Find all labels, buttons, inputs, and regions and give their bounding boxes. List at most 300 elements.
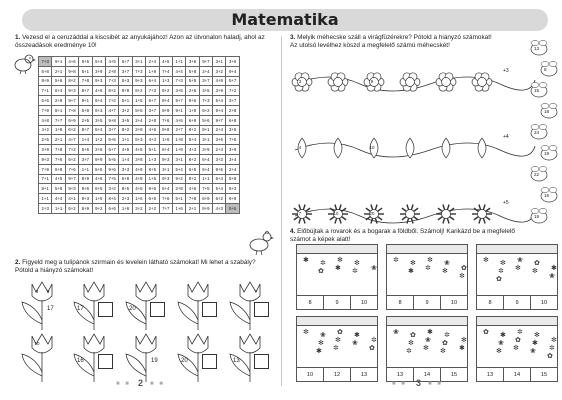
grid-cell[interactable]: 4+9	[213, 76, 226, 86]
grid-cell[interactable]: 6+8	[119, 174, 132, 184]
grid-cell[interactable]: 9+2	[172, 174, 185, 184]
grid-cell[interactable]: 4+8	[39, 115, 52, 125]
grid-cell[interactable]: 4+4	[52, 194, 65, 204]
grid-cell[interactable]: 9+7	[172, 96, 185, 106]
grid-cell[interactable]: 6+2	[65, 203, 78, 213]
grid-cell[interactable]: 6+9	[199, 194, 212, 204]
answer-option[interactable]: 9	[414, 296, 441, 309]
grid-cell[interactable]: 2+8	[105, 66, 118, 76]
grid-cell[interactable]: 2+4	[213, 125, 226, 135]
grid-cell[interactable]: 4+5	[52, 174, 65, 184]
grid-cell[interactable]: 9+8	[65, 66, 78, 76]
grid-cell[interactable]: 6+4	[52, 86, 65, 96]
grid-cell[interactable]: 3+1	[172, 154, 185, 164]
grid-cell[interactable]: 4+3	[213, 203, 226, 213]
grid-cell[interactable]: 9+7	[199, 57, 212, 67]
grid-cell[interactable]: 3+6	[213, 135, 226, 145]
grid-cell[interactable]: 5+6	[52, 76, 65, 86]
grid-cell[interactable]: 9+9	[92, 154, 105, 164]
grid-cell[interactable]: 5+6	[199, 115, 212, 125]
bee-icon[interactable]	[528, 124, 550, 140]
grid-cell[interactable]: 4+6	[65, 57, 78, 67]
grid-cell[interactable]: 3+5	[226, 125, 239, 135]
grid-cell[interactable]: 5+5	[186, 164, 199, 174]
grid-cell[interactable]: 2+7	[172, 125, 185, 135]
grid-cell[interactable]: 5+5	[105, 135, 118, 145]
grid-cell[interactable]: 3+9	[226, 145, 239, 155]
grid-cell[interactable]: 5+5	[92, 164, 105, 174]
bug-icon: ✲	[406, 348, 412, 355]
grid-cell[interactable]: 2+4	[199, 66, 212, 76]
grid-cell[interactable]: 3+1	[159, 164, 172, 174]
grid-cell[interactable]: 4+5	[105, 57, 118, 67]
answer-option[interactable]: 13	[360, 371, 368, 378]
grid-cell[interactable]: 9+3	[159, 174, 172, 184]
grid-cell[interactable]: 7+8	[186, 194, 199, 204]
grid-cell[interactable]: 1+6	[119, 203, 132, 213]
grid-cell[interactable]: 3+9	[39, 145, 52, 155]
bug-icon: ✱	[335, 265, 341, 272]
grid-cell[interactable]: 8+2	[132, 86, 145, 96]
tulip	[174, 332, 222, 382]
grid-cell[interactable]: 4+2	[39, 125, 52, 135]
grid-cell[interactable]: 6+4	[92, 96, 105, 106]
grid-cell[interactable]: 5+7	[226, 76, 239, 86]
grid-cell[interactable]: 4+5	[132, 184, 145, 194]
grid-cell[interactable]: 3+1	[213, 57, 226, 67]
grid-cell[interactable]: 7+9	[39, 164, 52, 174]
bug-icon: ✿	[496, 276, 502, 283]
answer-option[interactable]: 13	[387, 368, 414, 381]
grid-cell[interactable]: 9+3	[132, 76, 145, 86]
grid-cell[interactable]: 6+3	[92, 105, 105, 115]
bee-number: 8	[544, 67, 547, 72]
grid-cell[interactable]: 7+5	[226, 135, 239, 145]
grid-cell[interactable]: 4+6	[92, 86, 105, 96]
grid-cell[interactable]: 7+9	[39, 105, 52, 115]
grid-cell[interactable]: 9+5	[213, 164, 226, 174]
tulip-answer-box[interactable]	[98, 302, 113, 317]
grid-cell[interactable]: 7+5	[199, 184, 212, 194]
grid-cell[interactable]: 6+5	[92, 184, 105, 194]
grid-cell[interactable]: 2+3	[39, 203, 52, 213]
grid-cell[interactable]: 4+5	[132, 145, 145, 155]
grid-cell[interactable]: 3+1	[132, 57, 145, 67]
grid-cell[interactable]: 3+9	[92, 66, 105, 76]
grid-cell[interactable]: 8+9	[79, 203, 92, 213]
grid-cell[interactable]: 8+2	[186, 174, 199, 184]
grid-cell[interactable]: 8+2	[186, 154, 199, 164]
grid-cell[interactable]: 1+5	[132, 96, 145, 106]
grid-cell[interactable]: 5+4	[92, 125, 105, 135]
grid-cell[interactable]: 8+7	[79, 125, 92, 135]
grid-cell[interactable]: 3+7	[119, 66, 132, 76]
grid-cell[interactable]: 2+4	[146, 57, 159, 67]
grid-cell[interactable]: 6+8	[52, 164, 65, 174]
tulip-answer-box[interactable]	[254, 302, 269, 317]
grid-cell[interactable]: 7+1	[39, 174, 52, 184]
grid-cell[interactable]: 6+7	[119, 57, 132, 67]
grid-cell[interactable]: 6+9	[186, 115, 199, 125]
grid-cell[interactable]: 7+6	[65, 164, 78, 174]
grid-cell[interactable]: 7+3	[39, 57, 52, 67]
grid-cell[interactable]: 7+8	[65, 105, 78, 115]
grid-cell[interactable]: 4+5	[172, 115, 185, 125]
grid-cell[interactable]: 2+4	[213, 145, 226, 155]
grid-cell[interactable]: 8+2	[105, 86, 118, 96]
bee-number: 15	[534, 88, 540, 93]
grid-cell[interactable]: 4+3	[146, 135, 159, 145]
grid-cell[interactable]: 8+7	[79, 86, 92, 96]
grid-cell[interactable]: 3+6	[226, 57, 239, 67]
grid-cell[interactable]: 8+1	[52, 105, 65, 115]
grid-cell[interactable]: 4+7	[65, 135, 78, 145]
grid-cell[interactable]: 7+2	[226, 86, 239, 96]
grid-cell[interactable]: 1+5	[146, 174, 159, 184]
grid-cell[interactable]: 9+4	[213, 105, 226, 115]
grid-cell[interactable]: 5+1	[172, 194, 185, 204]
grid-cell[interactable]: 8+1	[199, 125, 212, 135]
grid-cell[interactable]: 5+4	[172, 164, 185, 174]
grid-cell[interactable]: 1+1	[199, 174, 212, 184]
grid-cell[interactable]: 9+1	[79, 96, 92, 106]
grid-cell[interactable]: 1+8	[172, 135, 185, 145]
grid-cell[interactable]: 3+5	[199, 86, 212, 96]
bug-icon: ❀	[549, 273, 555, 280]
grid-cell[interactable]: 7+5	[105, 174, 118, 184]
answer-option[interactable]: 10	[540, 299, 548, 306]
grid-cell[interactable]: 2+1	[186, 203, 199, 213]
answer-option[interactable]: 14	[504, 368, 531, 381]
bee-icon[interactable]	[528, 40, 550, 56]
bug-icon: ✿	[483, 329, 489, 336]
grid-cell[interactable]: 1+9	[146, 66, 159, 76]
grid-cell[interactable]: 3+1	[199, 135, 212, 145]
bug-icon: ✱	[532, 340, 538, 347]
grid-cell[interactable]: 4+9	[132, 174, 145, 184]
answer-option[interactable]: 9	[324, 296, 351, 309]
grid-cell[interactable]: 4+6	[159, 57, 172, 67]
grid-cell[interactable]: 7+3	[199, 96, 212, 106]
grid-cell[interactable]: 9+9	[226, 194, 239, 204]
grid-cell[interactable]: 1+9	[172, 145, 185, 155]
grid-cell[interactable]: 6+6	[105, 203, 118, 213]
grid-cell[interactable]: 2+6	[186, 86, 199, 96]
grid-cell[interactable]: 9+3	[65, 184, 78, 194]
grid-cell[interactable]: 3+9	[199, 145, 212, 155]
grid-cell[interactable]: 3+4	[226, 154, 239, 164]
grid-cell[interactable]: 2+5	[39, 135, 52, 145]
grid-cell[interactable]: 5+1	[146, 145, 159, 155]
grid-cell[interactable]: 7+3	[146, 86, 159, 96]
grid-cell[interactable]: 7+3	[132, 66, 145, 76]
grid-cell[interactable]: 3+2	[132, 203, 145, 213]
grid-cell[interactable]: 9+1	[52, 57, 65, 67]
bug-icon: ✱	[316, 348, 322, 355]
grid-cell[interactable]: 9+7	[65, 96, 78, 106]
bug-icon: ❀	[444, 260, 450, 267]
answer-option[interactable]: 14	[414, 368, 441, 381]
grid-cell[interactable]: 8+3	[226, 184, 239, 194]
grid-cell[interactable]: 2+1	[52, 135, 65, 145]
grid-cell[interactable]: 8+4	[105, 194, 118, 204]
answer-option[interactable]: 15	[540, 371, 548, 378]
grid-cell[interactable]: 6+8	[226, 115, 239, 125]
grid-cell[interactable]: 7+6	[159, 194, 172, 204]
grid-cell[interactable]: 4+1	[65, 194, 78, 204]
grid-cell[interactable]: 5+7	[146, 96, 159, 106]
grid-cell[interactable]: 5+5	[105, 154, 118, 164]
grid-cell[interactable]: 4+6	[119, 145, 132, 155]
grid-cell[interactable]: 2+8	[146, 115, 159, 125]
counting-box	[296, 244, 378, 310]
answer-option[interactable]: 10	[297, 368, 324, 381]
grid-cell[interactable]: 1+8	[52, 125, 65, 135]
grid-cell[interactable]: 2+2	[146, 203, 159, 213]
grid-cell[interactable]: 8+2	[119, 125, 132, 135]
answer-option[interactable]: 10	[450, 299, 458, 306]
bee-icon[interactable]	[528, 82, 550, 98]
grid-cell[interactable]: 1+1	[79, 164, 92, 174]
grid-cell[interactable]: 1+2	[92, 135, 105, 145]
grid-cell[interactable]: 6+8	[39, 66, 52, 76]
grid-cell[interactable]: 8+2	[159, 86, 172, 96]
grid-cell[interactable]: 7+8	[79, 76, 92, 86]
footer-dots-left: ■ ■	[116, 381, 131, 387]
answer-option[interactable]: 9	[504, 296, 531, 309]
grid-cell[interactable]: 9+3	[92, 76, 105, 86]
grid-cell[interactable]: 5+6	[79, 145, 92, 155]
grid-cell[interactable]: 5+8	[226, 174, 239, 184]
bee-number: 19	[544, 151, 550, 156]
grid-cell[interactable]: 9+9	[119, 86, 132, 96]
grid-cell[interactable]: 6+4	[159, 184, 172, 194]
answer-option[interactable]: 13	[477, 368, 504, 381]
grid-row	[39, 115, 240, 125]
grid-cell[interactable]: 9+3	[79, 194, 92, 204]
answer-option[interactable]: 10	[360, 299, 368, 306]
grid-cell[interactable]: 7+3	[105, 76, 118, 86]
grid-cell[interactable]: 5+1	[119, 96, 132, 106]
grid-cell[interactable]: 6+2	[65, 125, 78, 135]
bug-icon: ✻	[442, 268, 448, 275]
grid-cell[interactable]: 7+8	[52, 145, 65, 155]
grid-cell[interactable]: 7+6	[52, 154, 65, 164]
grid-cell[interactable]: 2+8	[226, 105, 239, 115]
grid-cell[interactable]: 6+4	[159, 145, 172, 155]
grid-cell[interactable]: 5+3	[132, 135, 145, 145]
grid-cell[interactable]: 3+7	[146, 105, 159, 115]
answer-option[interactable]: 15	[450, 371, 458, 378]
grid-cell[interactable]: 5+3	[119, 76, 132, 86]
grid-cell[interactable]: 2+6	[92, 145, 105, 155]
grid-cell[interactable]: 3+2	[119, 105, 132, 115]
grid-cell[interactable]: 2+8	[52, 96, 65, 106]
tulip-answer-box[interactable]	[150, 302, 165, 317]
grid-cell[interactable]: 5+5	[132, 105, 145, 115]
tulip-answer-box[interactable]	[202, 354, 217, 369]
bug-icon: ✻	[534, 332, 540, 339]
grid-cell[interactable]: 2+3	[119, 194, 132, 204]
daisy-icon	[398, 202, 422, 226]
grid-cell[interactable]: 3+7	[199, 76, 212, 86]
grid-cell[interactable]: 1+6	[172, 203, 185, 213]
grid-cell[interactable]: 5+5	[186, 76, 199, 86]
grid-cell[interactable]: 7+4	[159, 66, 172, 76]
grid-cell[interactable]: 6+4	[199, 154, 212, 164]
grid-cell[interactable]: 8+2	[65, 76, 78, 86]
grid-cell[interactable]: 8+4	[159, 96, 172, 106]
grid-cell[interactable]: 5+5	[226, 203, 239, 213]
answer-option[interactable]: 8	[297, 296, 324, 309]
tulip-answer-box[interactable]	[254, 354, 269, 369]
grid-cell[interactable]: 7+2	[105, 96, 118, 106]
grid-cell[interactable]: 5+9	[79, 105, 92, 115]
grid-cell[interactable]: 5+4	[92, 57, 105, 67]
grid-cell[interactable]: 5+4	[213, 184, 226, 194]
grid-cell[interactable]: 1+1	[39, 194, 52, 204]
grid-cell[interactable]: 2+5	[79, 115, 92, 125]
grid-cell[interactable]: 6+2	[199, 105, 212, 115]
answer-option[interactable]: 8	[477, 296, 504, 309]
grid-cell[interactable]: 5+1	[79, 66, 92, 76]
grid-cell[interactable]: 6+2	[213, 194, 226, 204]
grid-cell[interactable]: 9+7	[213, 115, 226, 125]
grid-cell[interactable]: 6+7	[105, 145, 118, 155]
grid-cell[interactable]: 3+3	[119, 164, 132, 174]
bug-icon: ✱	[354, 332, 360, 339]
grid-cell[interactable]: 3+7	[105, 125, 118, 135]
bee-number: 22	[534, 172, 540, 177]
grid-cell[interactable]: 3+5	[172, 86, 185, 96]
grid-cell[interactable]: 1+4	[119, 154, 132, 164]
grid-cell[interactable]: 6+4	[213, 174, 226, 184]
grid-cell[interactable]: 1+1	[119, 135, 132, 145]
grid-cell[interactable]: 1+3	[146, 154, 159, 164]
tulip-answer-box[interactable]	[202, 302, 217, 317]
grid-cell[interactable]: 1+3	[159, 76, 172, 86]
grid-cell[interactable]: 9+4	[226, 66, 239, 76]
tulip	[18, 332, 66, 382]
grid-cell[interactable]: 4+6	[146, 125, 159, 135]
bug-icon: ✼	[500, 260, 506, 267]
grid-cell[interactable]: 8+9	[199, 203, 212, 213]
grid-cell[interactable]: 2+8	[172, 184, 185, 194]
answer-option[interactable]: 8	[387, 296, 414, 309]
grid-cell[interactable]: 6+9	[65, 115, 78, 125]
grid-cell[interactable]: 9+3	[65, 86, 78, 96]
bee-icon[interactable]	[528, 208, 550, 224]
grid-cell[interactable]: 9+6	[186, 96, 199, 106]
grid-cell[interactable]: 5+6	[39, 96, 52, 106]
grid-cell[interactable]: 9+3	[159, 154, 172, 164]
grid-cell[interactable]: 7+6	[159, 115, 172, 125]
bug-icon: ✱	[551, 265, 557, 272]
garland-leaf-rule: +4	[503, 134, 509, 140]
grid-cell[interactable]: 9+6	[79, 184, 92, 194]
grid-cell[interactable]: 7+7	[159, 203, 172, 213]
grid-cell[interactable]: 7+2	[65, 145, 78, 155]
grid-cell[interactable]: 9+7	[65, 174, 78, 184]
grid-cell[interactable]: 9+5	[146, 184, 159, 194]
grid-cell[interactable]: 4+7	[105, 105, 118, 115]
grid-cell[interactable]: 9+1	[172, 105, 185, 115]
grid-cell[interactable]: 1+4	[79, 135, 92, 145]
grid-cell[interactable]: 5+8	[186, 66, 199, 76]
tulip-answer-box[interactable]	[98, 354, 113, 369]
grid-cell[interactable]: 5+4	[213, 96, 226, 106]
grid-cell[interactable]: 7+3	[172, 76, 185, 86]
grid-cell[interactable]: 1+1	[172, 57, 185, 67]
grid-cell[interactable]: 6+4	[146, 76, 159, 86]
grid-cell[interactable]: 8+5	[146, 164, 159, 174]
grid-cell[interactable]: 3+8	[132, 154, 145, 164]
grid-cell[interactable]: 8+2	[186, 125, 199, 135]
grid-cell[interactable]: 3+3	[213, 154, 226, 164]
grid-cell[interactable]: 4+3	[186, 145, 199, 155]
grid-cell[interactable]: 1+5	[92, 194, 105, 204]
grid-cell[interactable]: 3+6	[186, 57, 199, 67]
grid-cell[interactable]: 9+3	[39, 154, 52, 164]
grid-cell[interactable]: 4+9	[132, 164, 145, 174]
grid-cell[interactable]: 9+5	[79, 57, 92, 67]
bug-icon: ✻	[461, 337, 467, 344]
grid-cell[interactable]: 9+8	[105, 115, 118, 125]
grid-cell[interactable]: 3+7	[79, 154, 92, 164]
grid-cell[interactable]: 3+5	[119, 115, 132, 125]
grid-cell[interactable]: 4+6	[92, 174, 105, 184]
grid-cell[interactable]: 9+8	[159, 125, 172, 135]
bee-icon[interactable]	[538, 187, 560, 203]
grid-cell[interactable]: 2+4	[132, 115, 145, 125]
grid-cell[interactable]: 9+9	[159, 105, 172, 115]
grid-cell[interactable]: 3+9	[213, 86, 226, 96]
bee-icon[interactable]	[538, 103, 560, 119]
grid-cell[interactable]: 6+6	[146, 194, 159, 204]
grid-cell[interactable]: 6+2	[65, 154, 78, 164]
grid-cell[interactable]: 8+1	[39, 184, 52, 194]
grid-cell[interactable]: 1+6	[132, 194, 145, 204]
grid-cell[interactable]: 3+2	[105, 184, 118, 194]
grid-cell[interactable]: 3+5	[92, 115, 105, 125]
grid-cell[interactable]: 8+5	[119, 184, 132, 194]
bee-icon[interactable]	[538, 145, 560, 161]
grid-cell[interactable]: 7+1	[39, 86, 52, 96]
grid-cell[interactable]: 7+7	[52, 115, 65, 125]
grid-cell[interactable]: 2+4	[226, 164, 239, 174]
grid-cell[interactable]: 3+7	[226, 96, 239, 106]
grid-cell[interactable]: 5+4	[186, 135, 199, 145]
grid-cell[interactable]: 1+6	[159, 135, 172, 145]
grid-cell[interactable]: 1+1	[52, 203, 65, 213]
grid-cell[interactable]: 5+8	[52, 184, 65, 194]
bee-icon[interactable]	[528, 166, 550, 182]
grid-cell[interactable]: 4+4	[172, 66, 185, 76]
tulip	[122, 332, 170, 382]
answer-option[interactable]: 12	[324, 368, 351, 381]
grid-cell[interactable]: 1+9	[186, 105, 199, 115]
grid-cell[interactable]: 8+9	[39, 76, 52, 86]
grid-cell[interactable]: 4+6	[186, 184, 199, 194]
grid-cell[interactable]: 2+1	[52, 66, 65, 76]
grid-cell[interactable]: 9+6	[105, 164, 118, 174]
grid-cell[interactable]: 8+9	[79, 174, 92, 184]
grid-cell[interactable]: 2+8	[132, 125, 145, 135]
grid-cell[interactable]: 9+2	[92, 203, 105, 213]
grid-cell[interactable]: 6+4	[199, 164, 212, 174]
bee-icon[interactable]	[538, 61, 560, 77]
grid-cell[interactable]: 3+2	[213, 66, 226, 76]
